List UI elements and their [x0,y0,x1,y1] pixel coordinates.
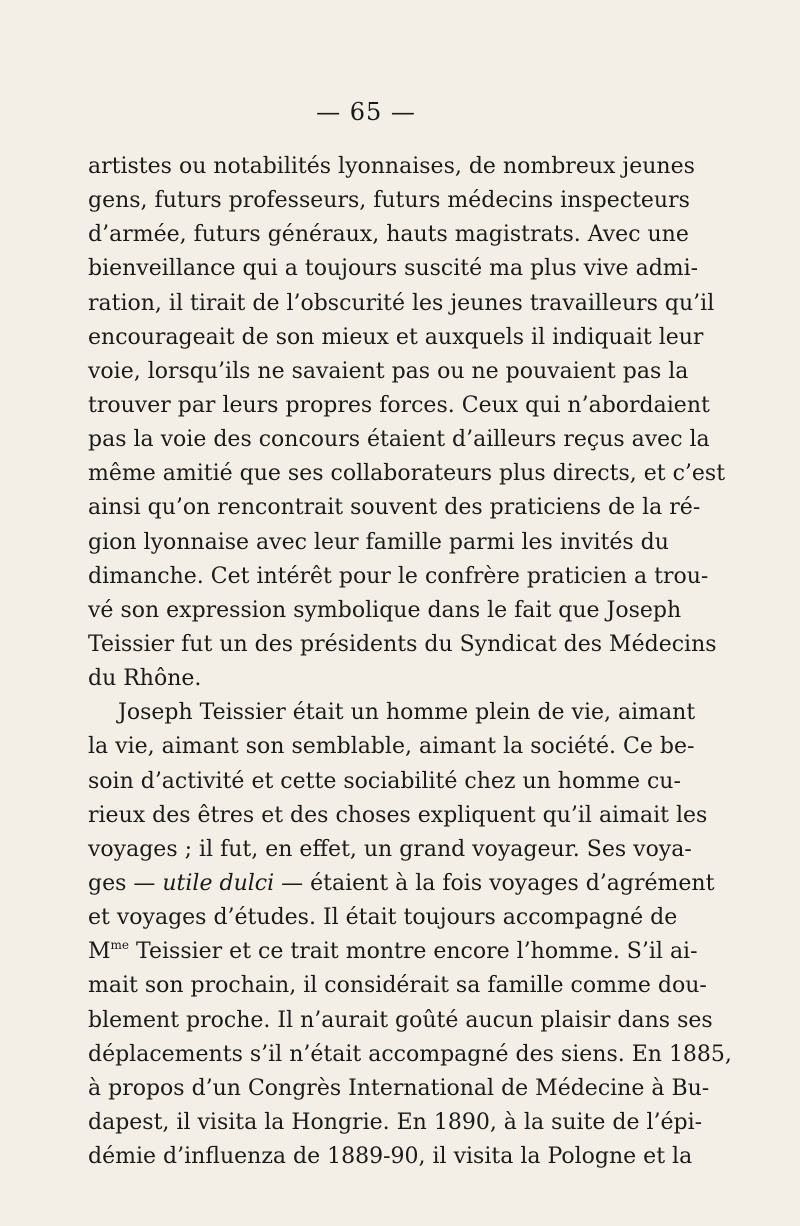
text-line: rieux des êtres et des choses expliquent qu’il aimait les [88,802,708,828]
text-line: déplacements s’il n’était accompagné des siens. En 1885, [88,1041,732,1067]
paragraph-2 [88,696,732,1174]
text-line: bienveillance qui a toujours suscité ma plus vive admi- [88,256,699,282]
text-line: artistes ou notabilités lyonnaises, de nombreux jeunes [88,154,695,179]
text-line: soin d’activité et cette sociabilité chez un homme cu- [88,768,681,794]
text-line [88,867,715,901]
text-fragment: Teissier et ce trait montre encore l’homme. S’il ai- [129,939,698,965]
text-line: mait son prochain, il considérait sa famille comme dou- [88,973,707,999]
text-fragment: — étaient à la fois voyages d’agrément [274,870,715,896]
text-line: voie, lorsqu’ils ne savaient pas ou ne pouvaient pas la [88,358,689,384]
text-line: même amitié que ses collaborateurs plus directs, et c’est [88,461,726,487]
text-line: vé son expression symbolique dans le fait que Joseph [88,597,682,623]
text-line: gens, futurs professeurs, futurs médecins inspecteurs [88,188,690,214]
text-line: pas la voie des concours étaient d’ailleurs reçus avec la [88,427,710,453]
text-line: dimanche. Cet intérêt pour le confrère praticien a trou- [88,563,709,589]
text-line: blement proche. Il n’aurait goûté aucun plaisir dans ses [88,1007,713,1033]
italic-latin-phrase: utile dulci [162,870,275,896]
text-line: et voyages d’études. Il était toujours accompagné de [88,905,678,931]
abbreviation-superscript: me [110,938,130,953]
text-line: du Rhône. [88,666,202,692]
text-line: gion lyonnaise avec leur famille parmi les invités du [88,529,669,555]
text-line: trouver par leurs propres forces. Ceux qui n’abordaient [88,392,710,418]
text-line: ration, il tirait de l’obscurité les jeunes travailleurs qu’il [88,290,715,316]
text-line: encourageait de son mieux et auxquels il indiquait leur [88,324,704,350]
text-line: d’armée, futurs généraux, hauts magistrats. Avec une [88,222,689,248]
text-line: démie d’influenza de 1889-90, il visita la Pologne et la [88,1144,693,1170]
body-text [88,150,732,1174]
text-line: la vie, aimant son semblable, aimant la société. Ce be- [88,734,695,760]
text-line: à propos d’un Congrès International de Médecine à Bu- [88,1075,710,1101]
text-line: dapest, il visita la Hongrie. En 1890, à la suite de l’épi- [88,1109,703,1135]
paragraph-1 [88,150,726,696]
text-line: ainsi qu’on rencontrait souvent des praticiens de la ré- [88,495,701,521]
page-number: — 65 — [316,98,416,126]
text-line: voyages ; il fut, en effet, un grand voyageur. Ses voya- [88,836,692,862]
text-line [88,935,698,969]
abbreviation-madame: M [88,939,111,965]
text-line: Teissier fut un des présidents du Syndicat des Médecins [88,631,717,657]
text-fragment: ges — [88,870,163,896]
text-line: Joseph Teissier était un homme plein de vie, aimant [118,700,696,726]
